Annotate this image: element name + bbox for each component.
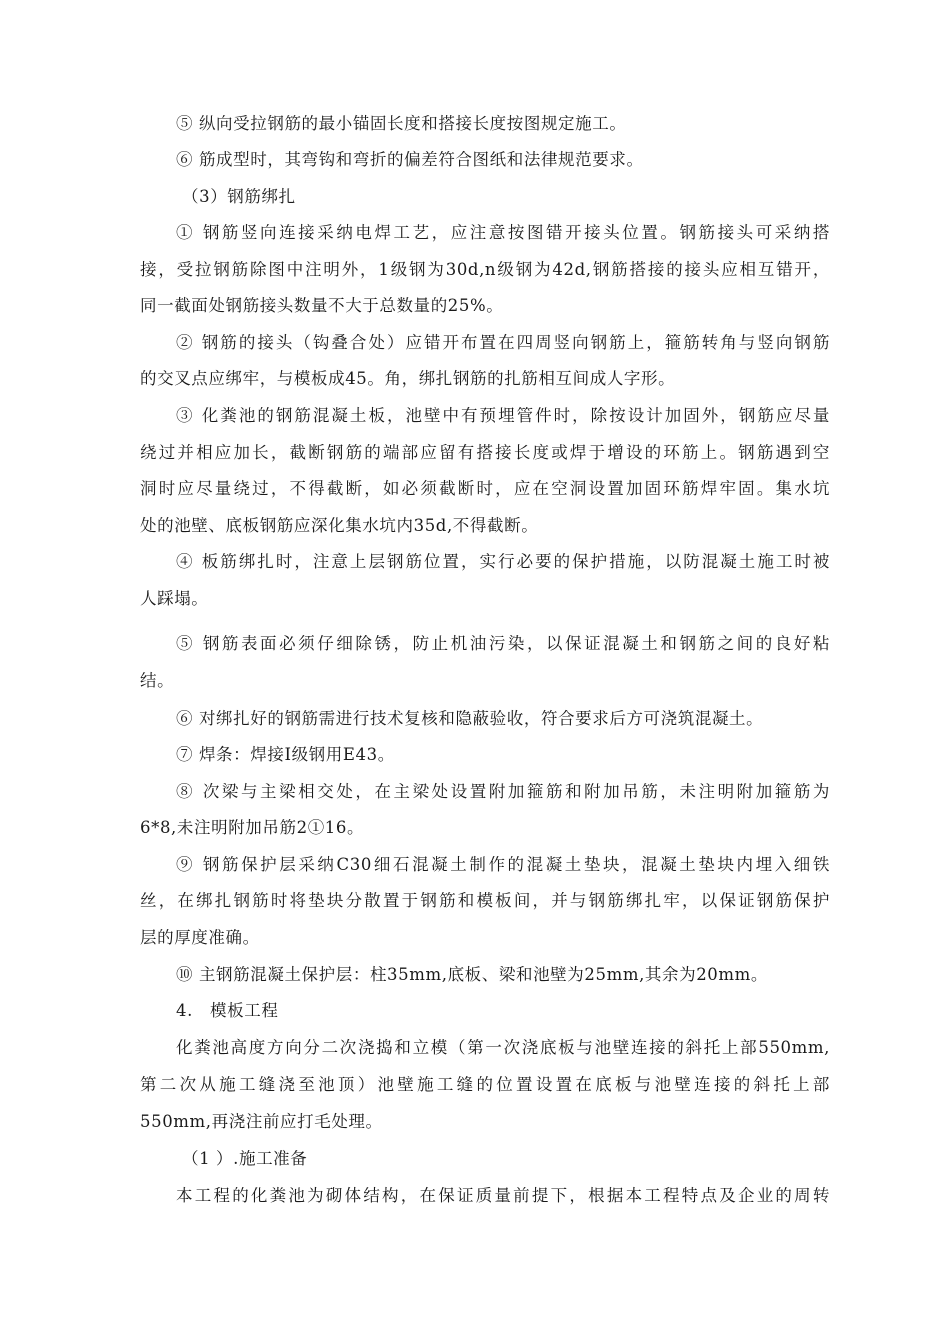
text-line: 洞时应尽量绕过，不得截断，如必须截断时，应在空洞设置加固环筋焊牢固。集水坑 [140,479,830,498]
text-line: 丝，在绑扎钢筋时将垫块分散置于钢筋和模板间，并与钢筋绑扎牢，以保证钢筋保护 [140,891,830,910]
section-heading: 4. 模板工程 [176,1001,279,1020]
text-line: ⑥ 对绑扎好的钢筋需进行技术复核和隐蔽验收，符合要求后方可浇筑混凝土。 [176,709,764,728]
text-line: ② 钢筋的接头（钩叠合处）应错开布置在四周竖向钢筋上，箍筋转角与竖向钢筋 [176,333,830,352]
text-line: 同一截面处钢筋接头数量不大于总数量的25%。 [140,296,504,315]
text-line: ⑨ 钢筋保护层采纳C30细石混凝土制作的混凝土垫块，混凝土垫块内埋入细铁 [176,855,830,874]
text-line: ⑥ 筋成型时，其弯钩和弯折的偏差符合图纸和法律规范要求。 [176,150,644,169]
text-line: 结。 [140,671,175,690]
text-line: 的交叉点应绑牢，与模板成45。角，绑扎钢筋的扎筋相互间成人字形。 [140,369,676,388]
text-line: 绕过并相应加长，截断钢筋的端部应留有搭接长度或焊于增设的环筋上。钢筋遇到空 [140,443,830,462]
text-line: 化粪池高度方向分二次浇捣和立模（第一次浇底板与池壁连接的斜托上部550mm, [176,1038,830,1057]
text-line: ⑩ 主钢筋混凝土保护层：柱35mm,底板、梁和池壁为25mm,其余为20mm。 [176,965,768,984]
section-heading: （3）钢筋绑扎 [182,187,296,206]
text-line: 人踩塌。 [140,589,209,608]
text-line: ⑧ 次梁与主梁相交处，在主梁处设置附加箍筋和附加吊筋，未注明附加箍筋为 [176,782,830,801]
text-line: ⑤ 纵向受拉钢筋的最小锚固长度和搭接长度按图规定施工。 [176,114,627,133]
text-line: ⑤ 钢筋表面必须仔细除锈，防止机油污染，以保证混凝土和钢筋之间的良好粘 [176,634,830,653]
text-line: 第二次从施工缝浇至池顶）池壁施工缝的位置设置在底板与池壁连接的斜托上部 [140,1075,830,1094]
text-line: 6*8,未注明附加吊筋2①16。 [140,818,365,837]
text-line: ① 钢筋竖向连接采纳电焊工艺，应注意按图错开接头位置。钢筋接头可采纳搭 [176,223,830,242]
text-line: ⑦ 焊条：焊接Ⅰ级钢用E43。 [176,745,395,764]
text-line: ④ 板筋绑扎时，注意上层钢筋位置，实行必要的保护措施，以防混凝土施工时被 [176,552,830,571]
text-line: ③ 化粪池的钢筋混凝土板，池壁中有预埋管件时，除按设计加固外，钢筋应尽量 [176,406,830,425]
text-line: 接，受拉钢筋除图中注明外，1级钢为30d,n级钢为42d,钢筋搭接的接头应相互错开， [140,260,830,279]
text-line: 本工程的化粪池为砌体结构，在保证质量前提下，根据本工程特点及企业的周转 [176,1186,830,1205]
section-heading: （1 ）.施工准备 [182,1149,308,1168]
text-line: 层的厚度准确。 [140,928,260,947]
text-line: 处的池壁、底板钢筋应深化集水坑内35d,不得截断。 [140,516,539,535]
text-line: 550mm,再浇注前应打毛处理。 [140,1112,383,1131]
